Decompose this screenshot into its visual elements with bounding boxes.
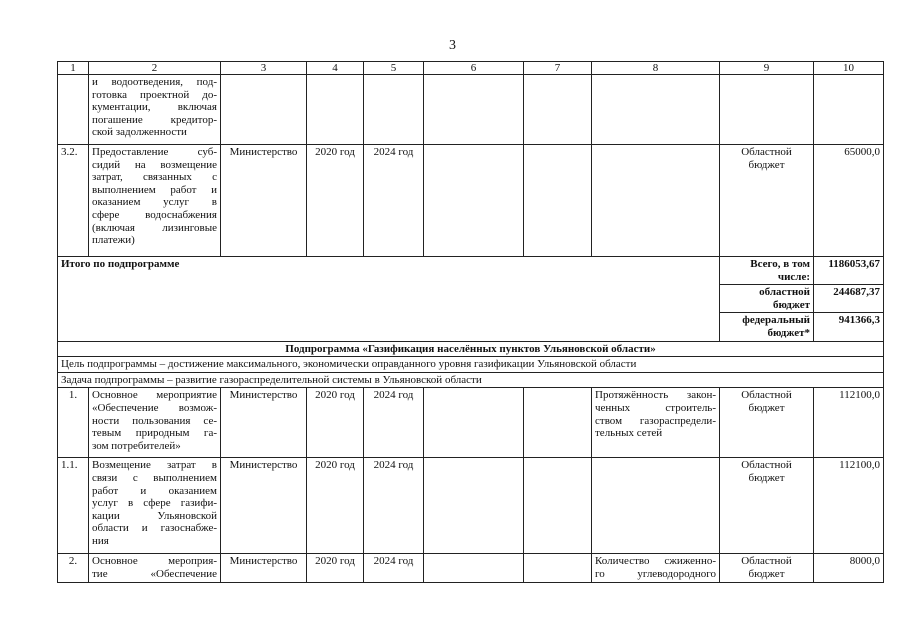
executor: Министерство xyxy=(221,458,307,554)
col-header: 4 xyxy=(307,62,364,75)
col-header: 6 xyxy=(424,62,524,75)
subprogram-goal: Цель подпрограммы – достижение максимального, экономически оправданного уровня газификации Ульяновской области xyxy=(58,357,884,373)
col-header: 5 xyxy=(364,62,424,75)
start-year: 2020 год xyxy=(307,388,364,458)
funding-source: Областной бюджет xyxy=(720,458,814,554)
funding-source: Областной бюджет xyxy=(720,554,814,583)
table-row xyxy=(58,554,884,583)
end-year: 2024 год xyxy=(364,554,424,583)
total-federal-label: федеральный бюджет* xyxy=(720,313,814,341)
activity-name: Предоставление суб- сидий на возмещение затрат, связанных с выполнением работ и оказанием услуг в сфере водоснабжения (включая лизинговые платежи) xyxy=(89,145,221,257)
start-year: 2020 год xyxy=(307,145,364,257)
total-all-label: Всего, в том числе: xyxy=(720,257,814,285)
col-header: 1 xyxy=(58,62,89,75)
total-federal-value: 941366,3 xyxy=(814,313,884,341)
funding-amount: 65000,0 xyxy=(814,145,884,257)
col-header: 9 xyxy=(720,62,814,75)
start-year: 2020 год xyxy=(307,554,364,583)
indicator: Количество сжиженно- го углеводородного xyxy=(592,554,720,583)
page-number: 3 xyxy=(449,38,456,53)
total-regional-label: областной бюджет xyxy=(720,285,814,313)
total-label: Итого по подпрограмме xyxy=(58,257,720,342)
activity-name: и водоотведения, под- готовка проектной до- кументации, включая погашение кредитор- ской задолженности xyxy=(89,75,221,145)
end-year: 2024 год xyxy=(364,458,424,554)
executor: Министерство xyxy=(221,554,307,583)
activity-name: Основное мероприятие «Обеспечение возмож- ности пользования се- тевым природным га- зом потребителей» xyxy=(89,388,221,458)
col-header: 10 xyxy=(814,62,884,75)
total-row xyxy=(58,257,884,285)
col-header: 8 xyxy=(592,62,720,75)
row-number: 1. xyxy=(58,388,89,458)
column-number-row xyxy=(58,62,884,75)
funding-source: Областной бюджет xyxy=(720,388,814,458)
executor: Министерство xyxy=(221,388,307,458)
funding-amount: 112100,0 xyxy=(814,388,884,458)
activity-name: Возмещение затрат в связи с выполнением работ и оказанием услуг в сфере газифи- кации Ульяновской области и газоснабже- ния xyxy=(89,458,221,554)
funding-amount: 112100,0 xyxy=(814,458,884,554)
col-header: 7 xyxy=(524,62,592,75)
table-row xyxy=(58,145,884,257)
col-header: 2 xyxy=(89,62,221,75)
table-row xyxy=(58,458,884,554)
indicator: Протяжённость закон- ченных строитель- ством газораспредели- тельных сетей xyxy=(592,388,720,458)
task-row xyxy=(58,372,884,388)
program-table xyxy=(57,61,884,583)
subprogram-task: Задача подпрограммы – развитие газораспределительной системы в Ульяновской области xyxy=(58,372,884,388)
table-row xyxy=(58,75,884,145)
start-year: 2020 год xyxy=(307,458,364,554)
total-all-value: 1186053,67 xyxy=(814,257,884,285)
row-number: 2. xyxy=(58,554,89,583)
goal-row xyxy=(58,357,884,373)
end-year: 2024 год xyxy=(364,145,424,257)
executor: Министерство xyxy=(221,145,307,257)
row-number: 1.1. xyxy=(58,458,89,554)
subprogram-title: Подпрограмма «Газификация населённых пунктов Ульяновской области» xyxy=(58,341,884,357)
subprogram-title-row xyxy=(58,341,884,357)
funding-source: Областной бюджет xyxy=(720,145,814,257)
col-header: 3 xyxy=(221,62,307,75)
end-year: 2024 год xyxy=(364,388,424,458)
row-number: 3.2. xyxy=(58,145,89,257)
activity-name: Основное мероприя- тие «Обеспечение xyxy=(89,554,221,583)
total-regional-value: 244687,37 xyxy=(814,285,884,313)
table-row xyxy=(58,388,884,458)
funding-amount: 8000,0 xyxy=(814,554,884,583)
